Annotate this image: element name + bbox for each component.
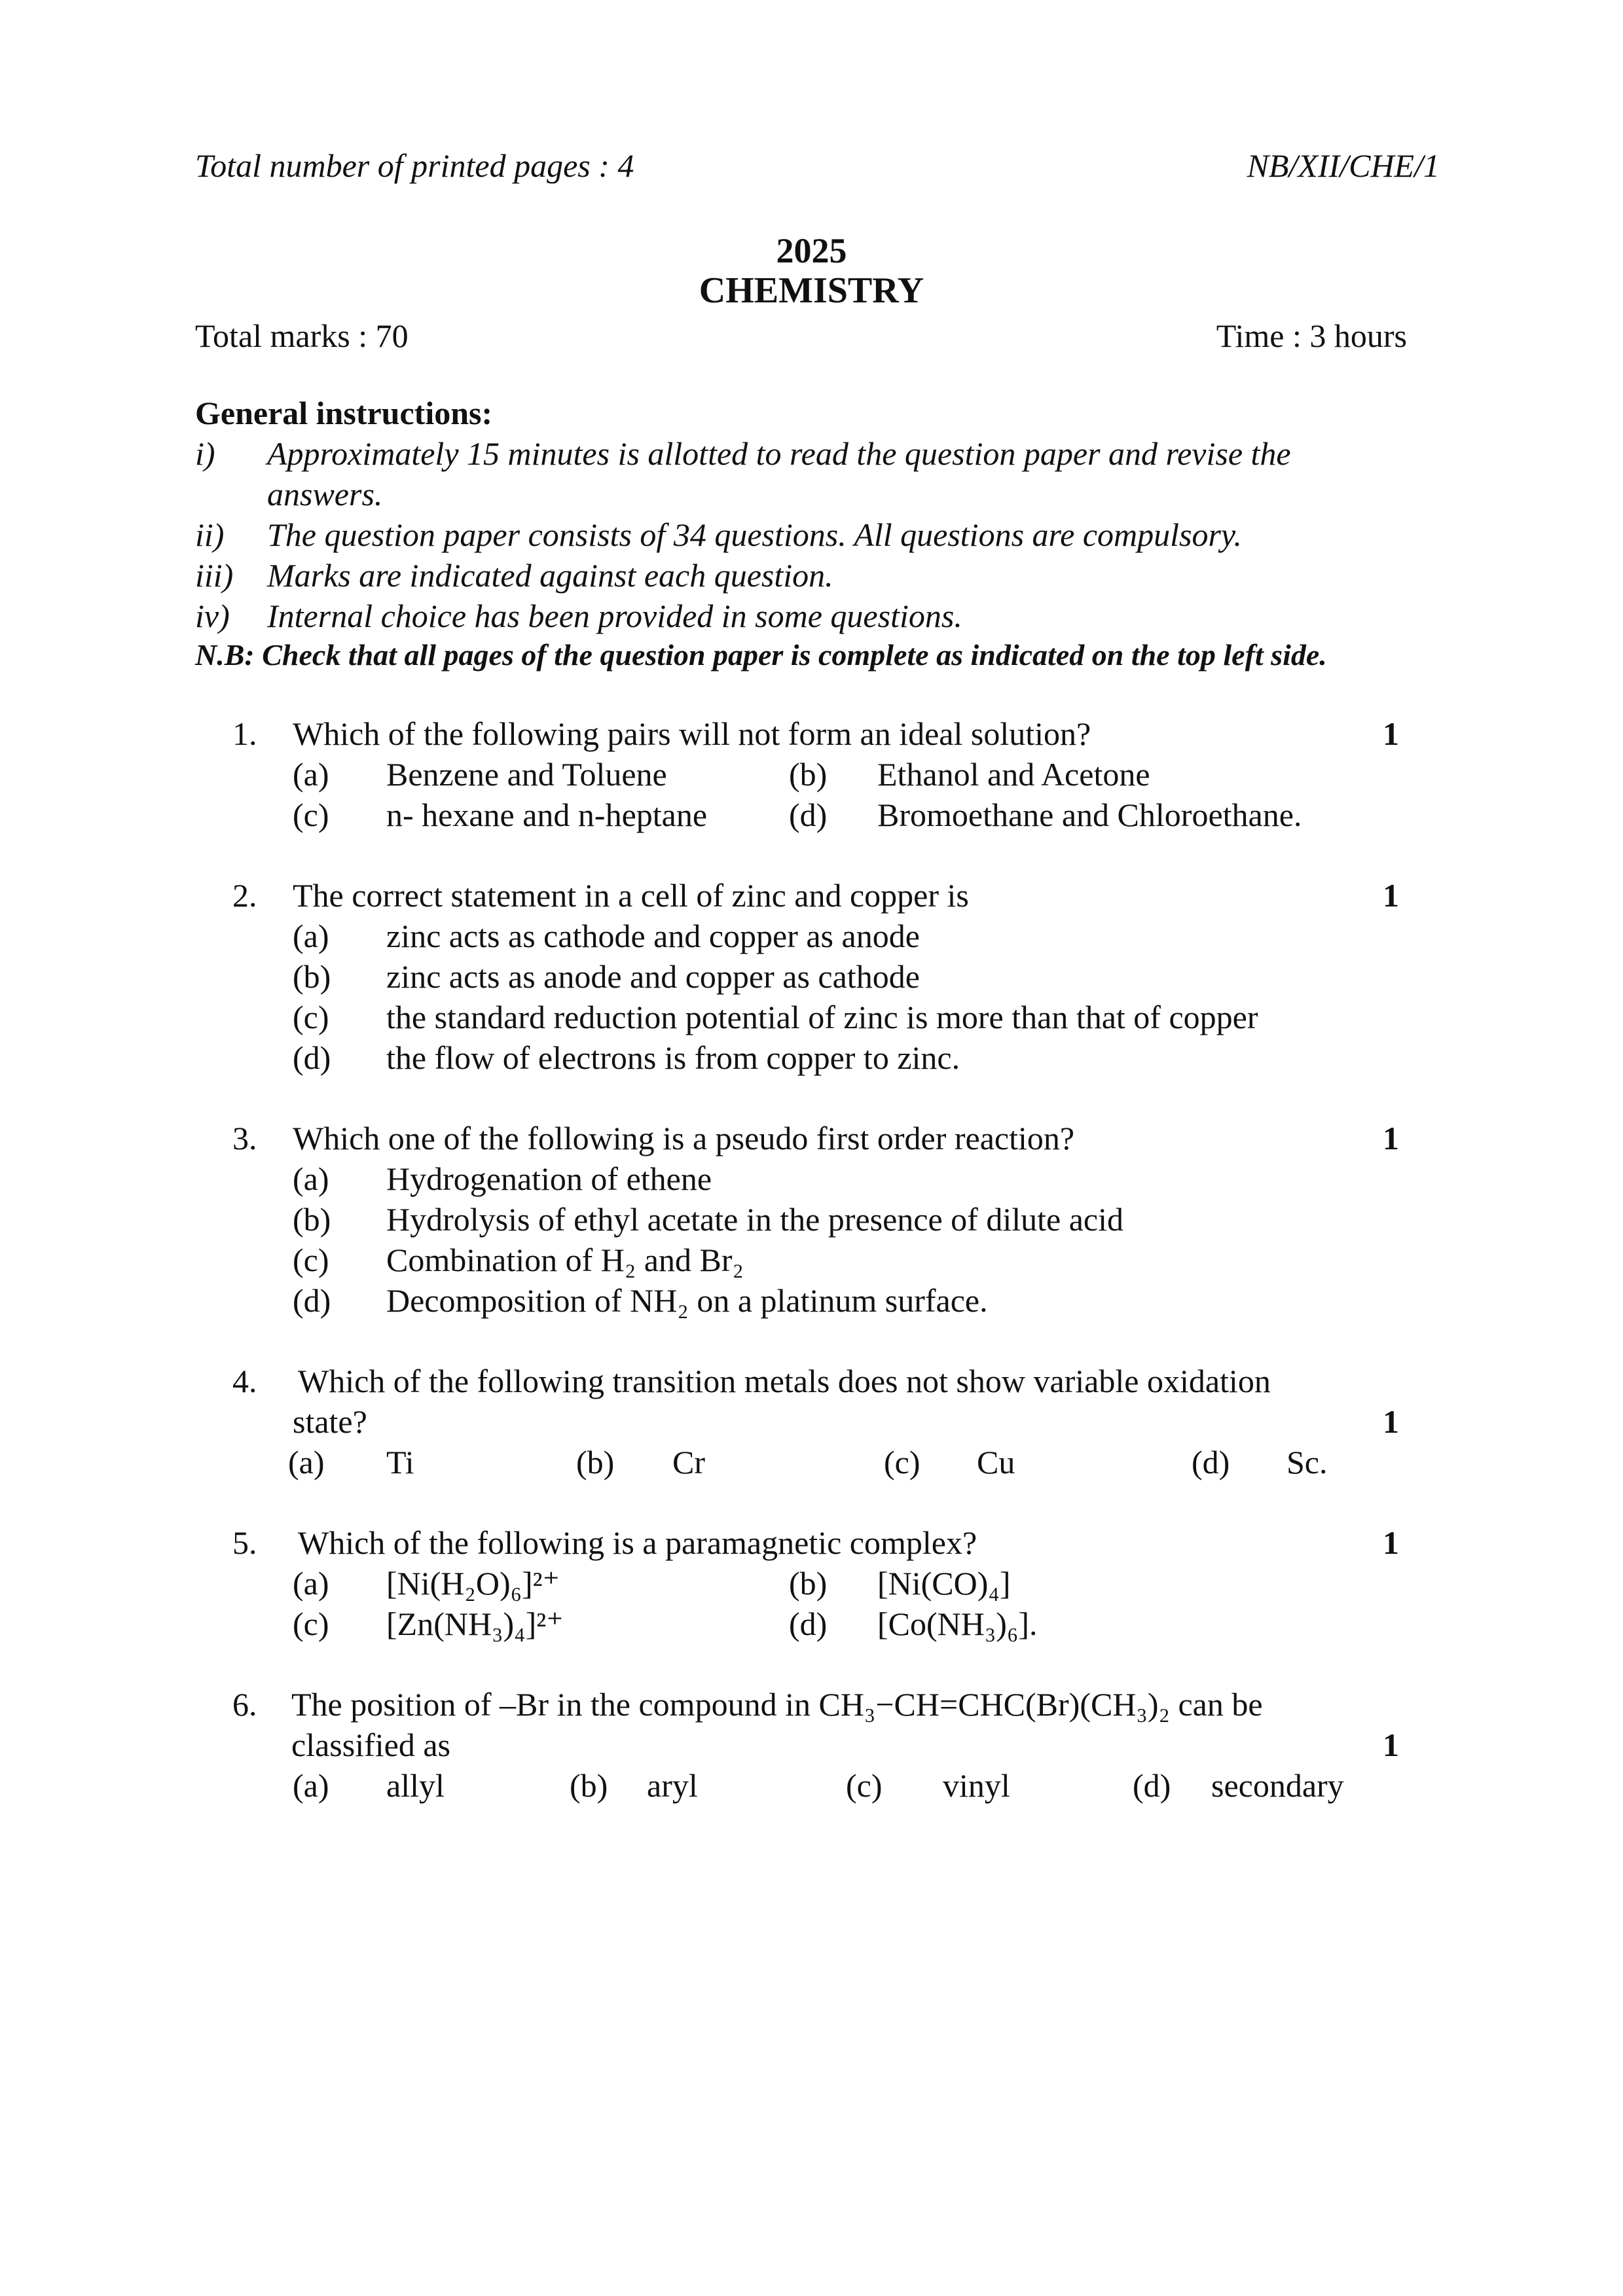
question-text-continued: state? (293, 1403, 367, 1440)
question-marks: 1 (1383, 715, 1399, 752)
instructions-heading: General instructions: (195, 395, 493, 431)
option-label: (a) (288, 1444, 325, 1480)
option-text: secondary (1211, 1767, 1344, 1804)
option-label: (c) (846, 1767, 883, 1804)
instruction-text: Internal choice has been provided in some questions. (267, 598, 962, 634)
nb-note: N.B: Check that all pages of the question paper is complete as indicated on the top left side. (195, 638, 1327, 672)
option-text: [Ni(CO)₄] (877, 1565, 1011, 1602)
option-text: zinc acts as cathode and copper as anode (386, 918, 920, 954)
option-label: (c) (293, 999, 329, 1035)
option-text: Ti (386, 1444, 414, 1480)
question-marks: 1 (1383, 1524, 1399, 1561)
option-label: (d) (789, 797, 828, 833)
question-text: Which of the following pairs will not form an ideal solution? (293, 715, 1091, 752)
exam-year: 2025 (776, 231, 847, 270)
instruction-text: The question paper consists of 34 questions. All questions are compulsory. (267, 516, 1242, 553)
option-text: Hydrogenation of ethene (386, 1160, 712, 1197)
option-text: Benzene and Toluene (386, 756, 667, 793)
question-number: 5. (232, 1524, 257, 1561)
total-marks: Total marks : 70 (195, 317, 409, 354)
option-label: (b) (576, 1444, 615, 1480)
option-text: vinyl (943, 1767, 1010, 1804)
question-marks: 1 (1383, 877, 1399, 914)
option-text: Bromoethane and Chloroethane. (877, 797, 1302, 833)
question-number: 4. (232, 1363, 257, 1399)
option-text: Hydrolysis of ethyl acetate in the presence of dilute acid (386, 1201, 1123, 1238)
question-text-continued: classified as (291, 1727, 450, 1763)
option-label: (d) (789, 1605, 828, 1642)
option-text: [Ni(H₂O)₆]²⁺ (386, 1565, 560, 1602)
option-label: (a) (293, 918, 329, 954)
option-label: (b) (789, 1565, 828, 1602)
instruction-number: i) (195, 435, 215, 472)
question-text: Which one of the following is a pseudo first order reaction? (293, 1120, 1075, 1157)
option-label: (d) (1133, 1767, 1171, 1804)
option-label: (b) (570, 1767, 608, 1804)
option-label: (d) (293, 1282, 331, 1319)
paper-code: NB/XII/CHE/1 (1247, 147, 1440, 184)
instruction-text: Marks are indicated against each question. (267, 557, 833, 594)
question-text: The correct statement in a cell of zinc and copper is (293, 877, 969, 914)
question-text: The position of –Br in the compound in CH₃−CH=CHC(Br)(CH₃)₂ can be (291, 1686, 1263, 1723)
option-label: (a) (293, 756, 329, 793)
question-number: 1. (232, 715, 257, 752)
time-allowed: Time : 3 hours (1216, 317, 1407, 354)
option-label: (a) (293, 1767, 329, 1804)
question-text: Which of the following is a paramagnetic complex? (298, 1524, 977, 1561)
option-label: (a) (293, 1565, 329, 1602)
option-text: Cu (977, 1444, 1015, 1480)
option-text: the flow of electrons is from copper to zinc. (386, 1039, 960, 1076)
option-label: (c) (293, 1605, 329, 1642)
option-text: zinc acts as anode and copper as cathode (386, 958, 920, 995)
option-text: n- hexane and n-heptane (386, 797, 708, 833)
option-text: Sc. (1286, 1444, 1328, 1480)
question-marks: 1 (1383, 1120, 1399, 1157)
question-number: 3. (232, 1120, 257, 1157)
option-label: (b) (789, 756, 828, 793)
instruction-number: iv) (195, 598, 230, 634)
subject-title: CHEMISTRY (699, 270, 924, 311)
question-number: 6. (232, 1686, 257, 1723)
option-text: the standard reduction potential of zinc is more than that of copper (386, 999, 1258, 1035)
question-number: 2. (232, 877, 257, 914)
instruction-number: iii) (195, 557, 234, 594)
option-label: (d) (1192, 1444, 1230, 1480)
instruction-number: ii) (195, 516, 225, 553)
option-text: [Co(NH₃)₆]. (877, 1605, 1038, 1642)
option-text: Decomposition of NH₂ on a platinum surface. (386, 1282, 988, 1319)
option-text: Ethanol and Acetone (877, 756, 1150, 793)
option-text: Combination of H₂ and Br₂ (386, 1242, 744, 1278)
instruction-text-continued: answers. (267, 476, 383, 512)
option-label: (c) (293, 797, 329, 833)
question-marks: 1 (1383, 1727, 1399, 1763)
option-label: (a) (293, 1160, 329, 1197)
option-text: Cr (672, 1444, 705, 1480)
option-label: (d) (293, 1039, 331, 1076)
option-label: (c) (884, 1444, 921, 1480)
option-text: [Zn(NH₃)₄]²⁺ (386, 1605, 564, 1642)
option-text: aryl (647, 1767, 698, 1804)
question-marks: 1 (1383, 1403, 1399, 1440)
question-text: Which of the following transition metals does not show variable oxidation (298, 1363, 1271, 1399)
option-label: (b) (293, 1201, 331, 1238)
printed-pages-note: Total number of printed pages : 4 (195, 147, 634, 184)
option-text: allyl (386, 1767, 445, 1804)
option-label: (c) (293, 1242, 329, 1278)
instruction-text: Approximately 15 minutes is allotted to read the question paper and revise the (267, 435, 1291, 472)
option-label: (b) (293, 958, 331, 995)
